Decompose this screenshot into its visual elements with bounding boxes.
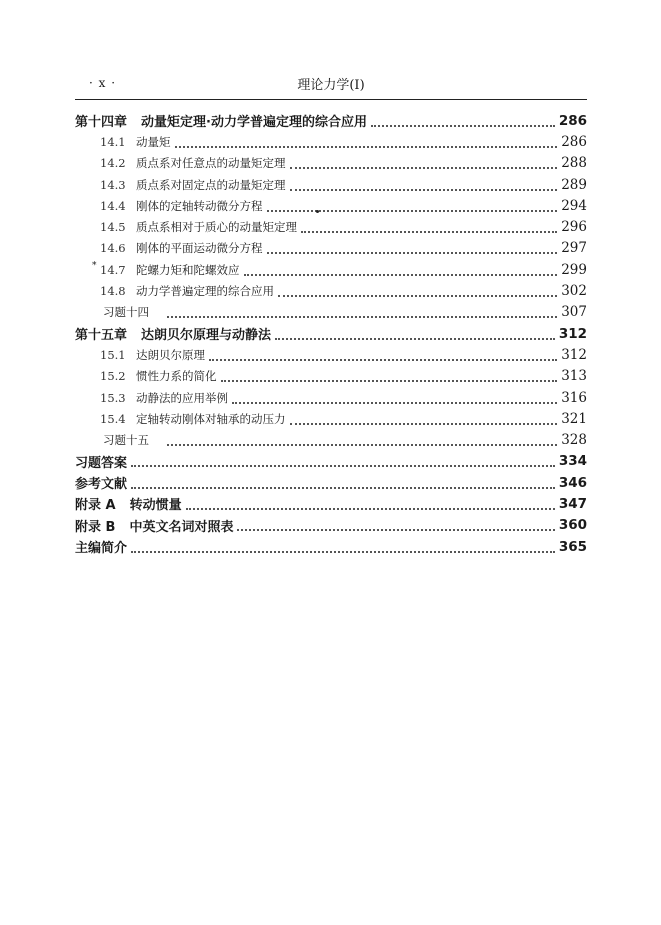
toc-entry-title: 刚体的平面运动微分方程 — [136, 241, 263, 256]
toc-entry-exercise[interactable] — [75, 429, 587, 450]
toc-entry-section[interactable] — [75, 280, 587, 301]
dot-leader — [131, 473, 555, 489]
dot-leader — [278, 281, 557, 297]
toc-entry-number: 第十五章 — [75, 328, 128, 344]
dot-leader — [175, 132, 558, 148]
dot-leader — [209, 345, 557, 361]
dot-leader — [275, 324, 555, 340]
toc-entry-chapter[interactable] — [75, 472, 587, 493]
toc-entry-title: 习题十五 — [103, 433, 149, 448]
toc-entry-section[interactable] — [75, 259, 587, 280]
dot-leader — [371, 111, 555, 127]
toc-entry-title: 刚体的定轴转动微分方程 — [136, 198, 263, 213]
toc-entry-number: 14.6 — [100, 241, 126, 256]
toc-entry-number: 14.2 — [100, 156, 126, 171]
dot-leader — [186, 494, 555, 510]
toc-entry-title: 习题答案 — [75, 455, 128, 471]
toc-entry-title: 动量矩定理·动力学普遍定理的综合应用 — [141, 115, 367, 131]
toc-entry-title: 动量矩 — [136, 134, 171, 149]
toc-entry-page: 316 — [561, 389, 587, 406]
toc-entry-number: 附录 B — [75, 519, 116, 535]
toc-entry-page: 288 — [561, 155, 587, 172]
toc-entry-number: 第十四章 — [75, 115, 128, 131]
toc-entry-page: 286 — [561, 133, 587, 150]
toc-entry-section[interactable] — [75, 153, 587, 174]
toc-entry-page: 360 — [558, 517, 587, 534]
toc-entry-page: 294 — [561, 197, 587, 214]
dot-leader — [232, 388, 557, 404]
toc-entry-number: 15.4 — [100, 411, 126, 426]
toc-entry-chapter[interactable] — [75, 515, 587, 536]
toc-entry-section[interactable] — [75, 366, 587, 387]
print-speck — [316, 210, 319, 213]
toc-entry-number: 15.1 — [100, 347, 126, 362]
toc-entry-page: 289 — [561, 176, 587, 193]
toc-entry-exercise[interactable] — [75, 302, 587, 323]
toc-entry-title: 质点系对任意点的动量矩定理 — [136, 156, 286, 171]
page-marker: · x · — [89, 76, 117, 90]
toc-entry-page: 334 — [558, 453, 587, 470]
toc-entry-number: 14.4 — [100, 198, 126, 213]
toc-entry-number: 14.3 — [100, 177, 126, 192]
dot-leader — [237, 515, 554, 531]
toc-entry-title: 参考文献 — [75, 477, 128, 493]
toc-entry-section[interactable] — [75, 408, 587, 429]
dot-leader — [290, 153, 558, 169]
toc-entry-title: 转动惯量 — [129, 498, 182, 514]
toc-entry-title: 达朗贝尔原理 — [136, 347, 205, 362]
toc-entry-title: 中英文名词对照表 — [129, 519, 234, 535]
toc-entry-title: 主编简介 — [75, 541, 128, 557]
dot-leader — [290, 409, 558, 425]
optional-marker: * — [92, 261, 97, 272]
toc-entry-chapter[interactable] — [75, 536, 587, 557]
toc-entry-section[interactable] — [75, 216, 587, 237]
toc-entry-chapter[interactable] — [75, 451, 587, 472]
toc-entry-page: 328 — [561, 432, 587, 449]
dot-leader — [290, 175, 558, 191]
toc-entry-section[interactable] — [75, 344, 587, 365]
toc-entry-title: 动静法的应用举例 — [136, 390, 228, 405]
toc-entry-number: 14.7 — [100, 262, 126, 277]
toc-entry-section[interactable] — [75, 387, 587, 408]
toc-entry-title: 质点系相对于质心的动量矩定理 — [136, 220, 297, 235]
toc-entry-number: 15.2 — [100, 369, 126, 384]
toc-entry-page: 346 — [558, 474, 587, 491]
toc-entry-title: 达朗贝尔原理与动静法 — [141, 328, 272, 344]
toc-entry-number: 14.1 — [100, 134, 126, 149]
book-title: 理论力学(Ⅰ) — [297, 78, 365, 93]
toc-entry-title: 习题十四 — [103, 305, 149, 320]
dot-leader — [221, 366, 558, 382]
toc-entry-page: 286 — [558, 112, 587, 129]
toc-entry-page: 302 — [561, 283, 587, 300]
toc-entry-title: 质点系对固定点的动量矩定理 — [136, 177, 286, 192]
dot-leader — [267, 238, 558, 254]
dot-leader — [301, 217, 557, 233]
toc-entry-page: 312 — [558, 325, 587, 342]
toc-entry-number: 15.3 — [100, 390, 126, 405]
toc-entry-page: 313 — [561, 368, 587, 385]
dot-leader — [167, 302, 557, 318]
toc-entry-section[interactable] — [75, 195, 587, 216]
toc-entry-page: 347 — [558, 495, 587, 512]
toc-entry-page: 296 — [561, 219, 587, 236]
toc-entry-title: 定轴转动刚体对轴承的动压力 — [136, 411, 286, 426]
toc-entry-section[interactable] — [75, 131, 587, 152]
dot-leader — [131, 537, 555, 553]
toc-entry-title: 动力学普遍定理的综合应用 — [136, 284, 274, 299]
toc-entry-page: 297 — [561, 240, 587, 257]
toc-entry-section[interactable] — [75, 174, 587, 195]
table-of-contents — [75, 110, 587, 557]
toc-entry-page: 365 — [558, 538, 587, 555]
toc-entry-chapter[interactable] — [75, 493, 587, 514]
header-rule — [75, 99, 587, 100]
toc-entry-page: 299 — [561, 261, 587, 278]
dot-leader — [267, 196, 558, 212]
dot-leader — [244, 260, 558, 276]
toc-entry-chapter[interactable] — [75, 110, 587, 131]
toc-entry-number: 附录 A — [75, 498, 116, 514]
toc-entry-number: 14.5 — [100, 220, 126, 235]
toc-entry-title: 陀螺力矩和陀螺效应 — [136, 262, 240, 277]
dot-leader — [167, 430, 557, 446]
toc-entry-page: 312 — [561, 346, 587, 363]
toc-entry-title: 惯性力系的简化 — [136, 369, 217, 384]
dot-leader — [131, 451, 555, 467]
toc-entry-page: 307 — [561, 304, 587, 321]
running-header — [75, 74, 587, 94]
toc-entry-section[interactable] — [75, 238, 587, 259]
toc-entry-number: 14.8 — [100, 284, 126, 299]
toc-entry-page: 321 — [561, 410, 587, 427]
toc-entry-chapter[interactable] — [75, 323, 587, 344]
